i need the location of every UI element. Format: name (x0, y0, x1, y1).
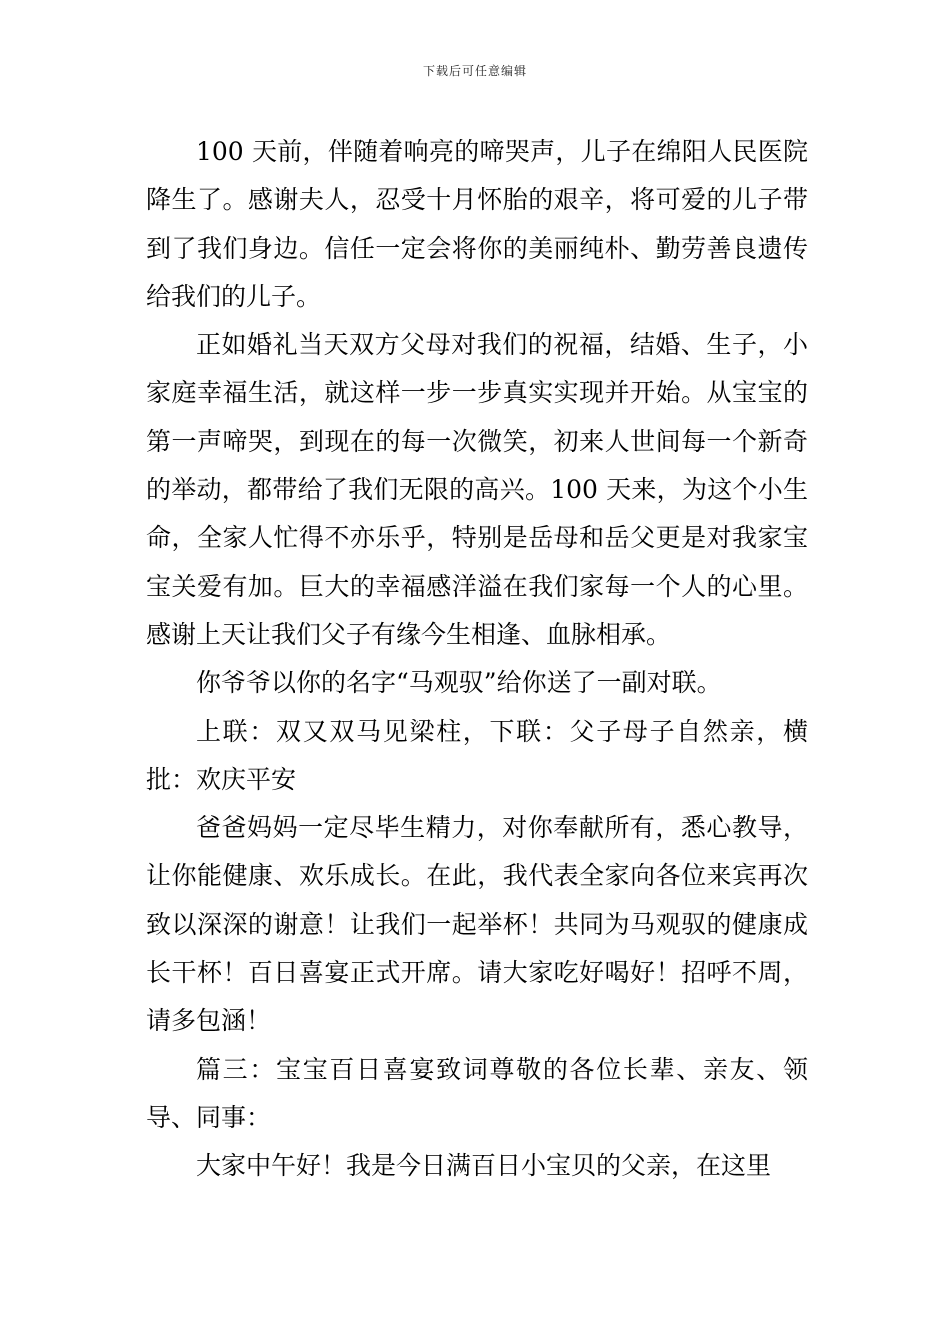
paragraph-section-three: 篇三：宝宝百日喜宴致词尊敬的各位长辈、亲友、领导、同事： (146, 1054, 808, 1132)
paragraph-birth: 100 天前，伴随着响亮的啼哭声，儿子在绵阳人民医院降生了。感谢夫人，忍受十月怀胎的艰辛，将可爱的儿子带到了我们身边。信任一定会将你的美丽纯朴、勤劳善良遗传给我们的儿子。 (146, 137, 808, 311)
paragraph-toast: 爸爸妈妈一定尽毕生精力，对你奉献所有，悉心教导，让你能健康、欢乐成长。在此，我代表全家向各位来宾再次致以深深的谢意！让我们一起举杯！共同为马观驭的健康成长干杯！百日喜宴正式开席。请大家吃好喝好！招呼不周，请多包涵！ (146, 813, 808, 1036)
page-header: 下载后可任意编辑 (422, 64, 527, 78)
paragraph-couplet: 上联：双又双马见梁柱，下联：父子母子自然亲，横批：欢庆平安 (146, 716, 808, 794)
document-body (146, 128, 808, 1191)
paragraph-family-happiness: 正如婚礼当天双方父母对我们的祝福，结婚、生子，小家庭幸福生活，就这样一步一步真实实现并开始。从宝宝的第一声啼哭，到现在的每一次微笑，初来人世间每一个新奇的举动，都带给了我们无限的高兴。100 天来，为这个小生命，全家人忙得不亦乐乎，特别是岳母和岳父更是对我家宝宝关爱有加。巨大的幸福感洋溢在我们家每一个人的心里。感谢上天让我们父子有缘今生相逢、血脉相承。 (146, 330, 808, 649)
paragraph-couplet-intro: 你爷爷以你的名字“马观驭”给你送了一副对联。 (196, 668, 722, 698)
paragraph-greeting: 大家中午好！我是今日满百日小宝贝的父亲，在这里 (196, 1151, 772, 1181)
